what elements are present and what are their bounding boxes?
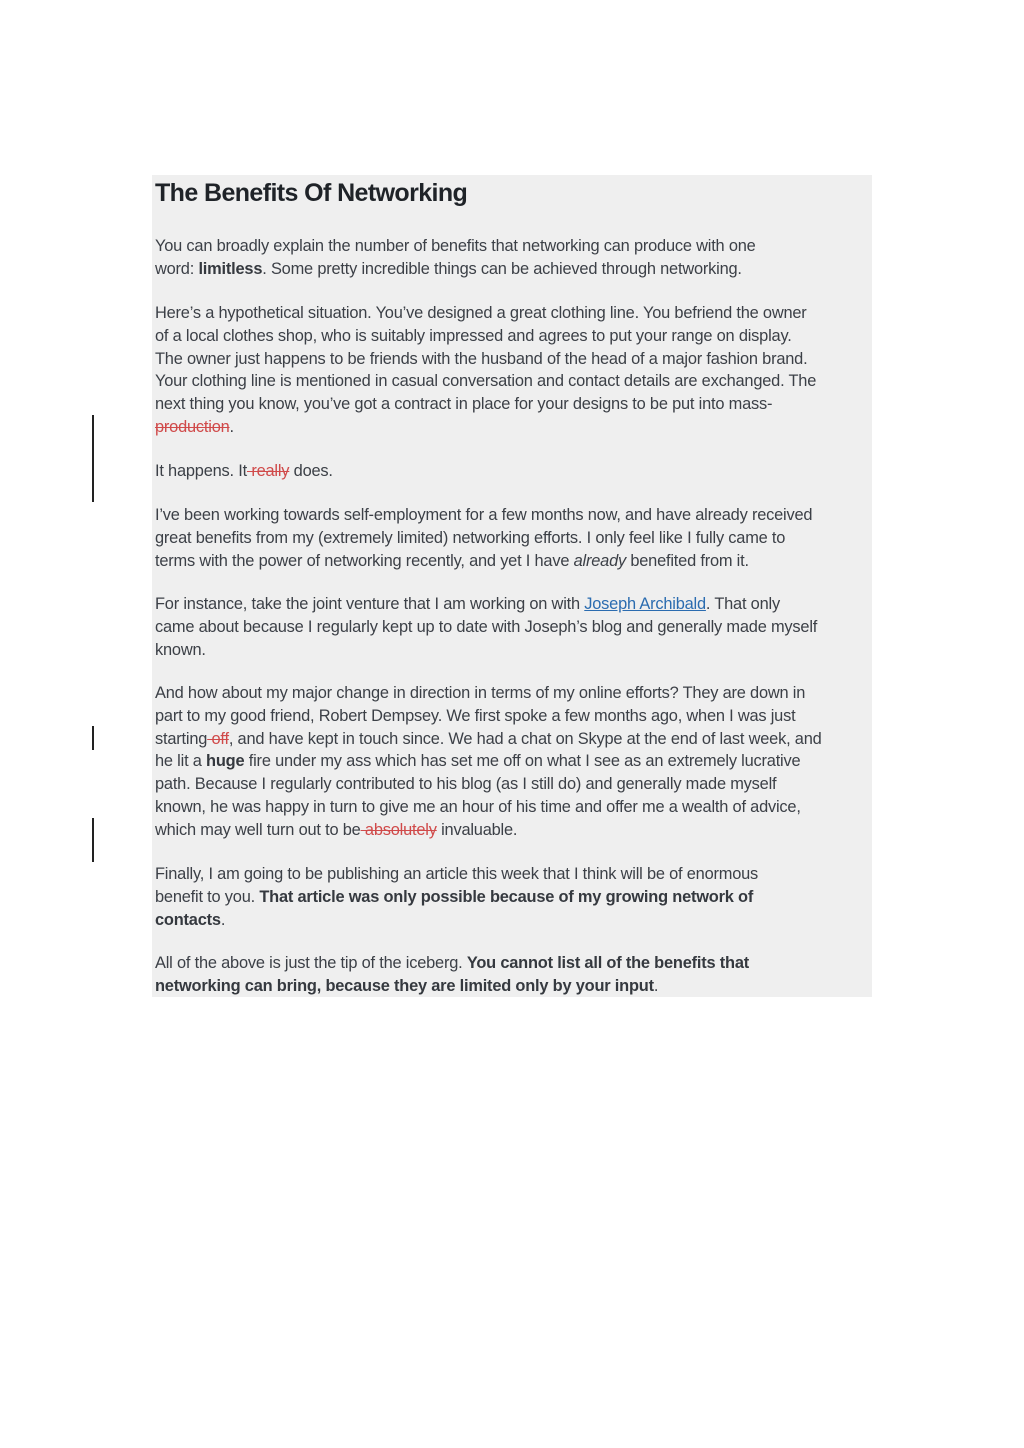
text-line: great benefits from my (extremely limited) networking efforts. I only feel like I fully came to xyxy=(155,528,786,547)
text-run: . xyxy=(220,910,226,929)
article-content xyxy=(152,175,872,997)
bold-text: That article was only possible because of my growing network of xyxy=(259,887,754,906)
text-run: For instance, take the joint venture that I am working on with xyxy=(155,595,585,613)
deleted-text: absolutely xyxy=(360,820,437,839)
text-line xyxy=(155,728,871,751)
text-run: . Some pretty incredible things can be achieved through networking. xyxy=(262,259,742,278)
text-line: Here’s a hypothetical situation. You’ve designed a great clothing line. You befriend the owner xyxy=(155,304,807,322)
text-line xyxy=(155,952,871,975)
text-run: starting xyxy=(155,729,208,748)
deleted-text: off xyxy=(207,729,229,748)
change-bar xyxy=(92,415,94,502)
text-run: benefited from it. xyxy=(625,551,749,570)
text-line: next thing you know, you’ve got a contract in place for your designs to be put into mass- xyxy=(155,395,773,414)
paragraph-conclusion xyxy=(155,952,871,998)
text-line xyxy=(155,886,871,909)
text-line: And how about my major change in direction in terms of my online efforts? They are down in xyxy=(155,684,806,702)
text-run: All of the above is just the tip of the iceberg. xyxy=(155,954,467,972)
text-line xyxy=(155,460,871,483)
text-run: terms with the power of networking recently, and yet I have xyxy=(155,551,574,570)
text-line: known. xyxy=(155,640,206,659)
text-run: which may well turn out to be xyxy=(155,820,361,839)
paragraph-it-happens xyxy=(155,460,871,483)
text-line xyxy=(155,258,871,281)
change-bar xyxy=(92,726,94,750)
text-run: , and have kept in touch since. We had a chat on Skype at the end of last week, and xyxy=(228,729,822,748)
text-line xyxy=(155,416,871,439)
text-run: benefit to you. xyxy=(155,887,260,906)
bold-text: contacts xyxy=(155,910,221,929)
paragraph-direction-change xyxy=(155,682,871,842)
paragraph-self-employment xyxy=(155,504,871,572)
text-line xyxy=(155,750,871,773)
paragraph-article xyxy=(155,863,871,931)
paragraph-joint-venture xyxy=(155,593,871,661)
bold-text: limitless xyxy=(198,259,263,278)
change-bar xyxy=(92,818,94,862)
text-run: fire under my ass which has set me off on what I see as an extremely lucrative xyxy=(244,752,801,771)
text-run: . xyxy=(229,417,234,436)
paragraph-hypothetical xyxy=(155,302,871,439)
bold-text: huge xyxy=(206,752,245,771)
text-line: came about because I regularly kept up to date with Joseph’s blog and generally made myself xyxy=(155,617,818,636)
text-line: part to my good friend, Robert Dempsey. We first spoke a few months ago, when I was just xyxy=(155,706,796,725)
text-line: You can broadly explain the number of benefits that networking can produce with one xyxy=(155,237,756,255)
text-line: I’ve been working towards self-employment for a few months now, and have already received xyxy=(155,506,813,524)
document-title: The Benefits Of Networking xyxy=(155,179,468,207)
text-run: . That only xyxy=(705,595,780,613)
bold-text: networking can bring, because they are limited only by your input xyxy=(155,976,654,995)
text-line: known, he was happy in turn to give me an hour of his time and offer me a wealth of advice, xyxy=(155,797,801,816)
text-line xyxy=(155,909,871,932)
text-line: path. Because I regularly contributed to his blog (as I still do) and generally made myself xyxy=(155,775,777,794)
text-line: The owner just happens to be friends with the husband of the head of a major fashion brand. xyxy=(155,349,808,368)
text-line xyxy=(155,593,871,616)
text-line xyxy=(155,550,871,573)
text-run: invaluable. xyxy=(436,820,518,839)
paragraph-intro xyxy=(155,235,871,281)
italic-text: already xyxy=(573,551,626,570)
text-run: he lit a xyxy=(155,752,207,771)
text-line xyxy=(155,975,871,998)
text-run: . xyxy=(653,976,659,995)
joseph-archibald-link[interactable]: Joseph Archibald xyxy=(584,595,706,613)
text-line xyxy=(155,819,871,842)
text-line: of a local clothes shop, who is suitably impressed and agrees to put your range on display. xyxy=(155,326,792,345)
bold-text: You cannot list all of the benefits that xyxy=(466,954,750,972)
text-run: does. xyxy=(289,462,333,480)
text-line: Your clothing line is mentioned in casual conversation and contact details are exchanged. The xyxy=(155,372,817,391)
text-run: word: xyxy=(155,259,199,278)
text-line: Finally, I am going to be publishing an article this week that I think will be of enormous xyxy=(155,865,759,883)
deleted-text: really xyxy=(246,462,290,480)
deleted-text: production xyxy=(155,417,230,436)
text-run: It happens. It xyxy=(155,462,247,480)
